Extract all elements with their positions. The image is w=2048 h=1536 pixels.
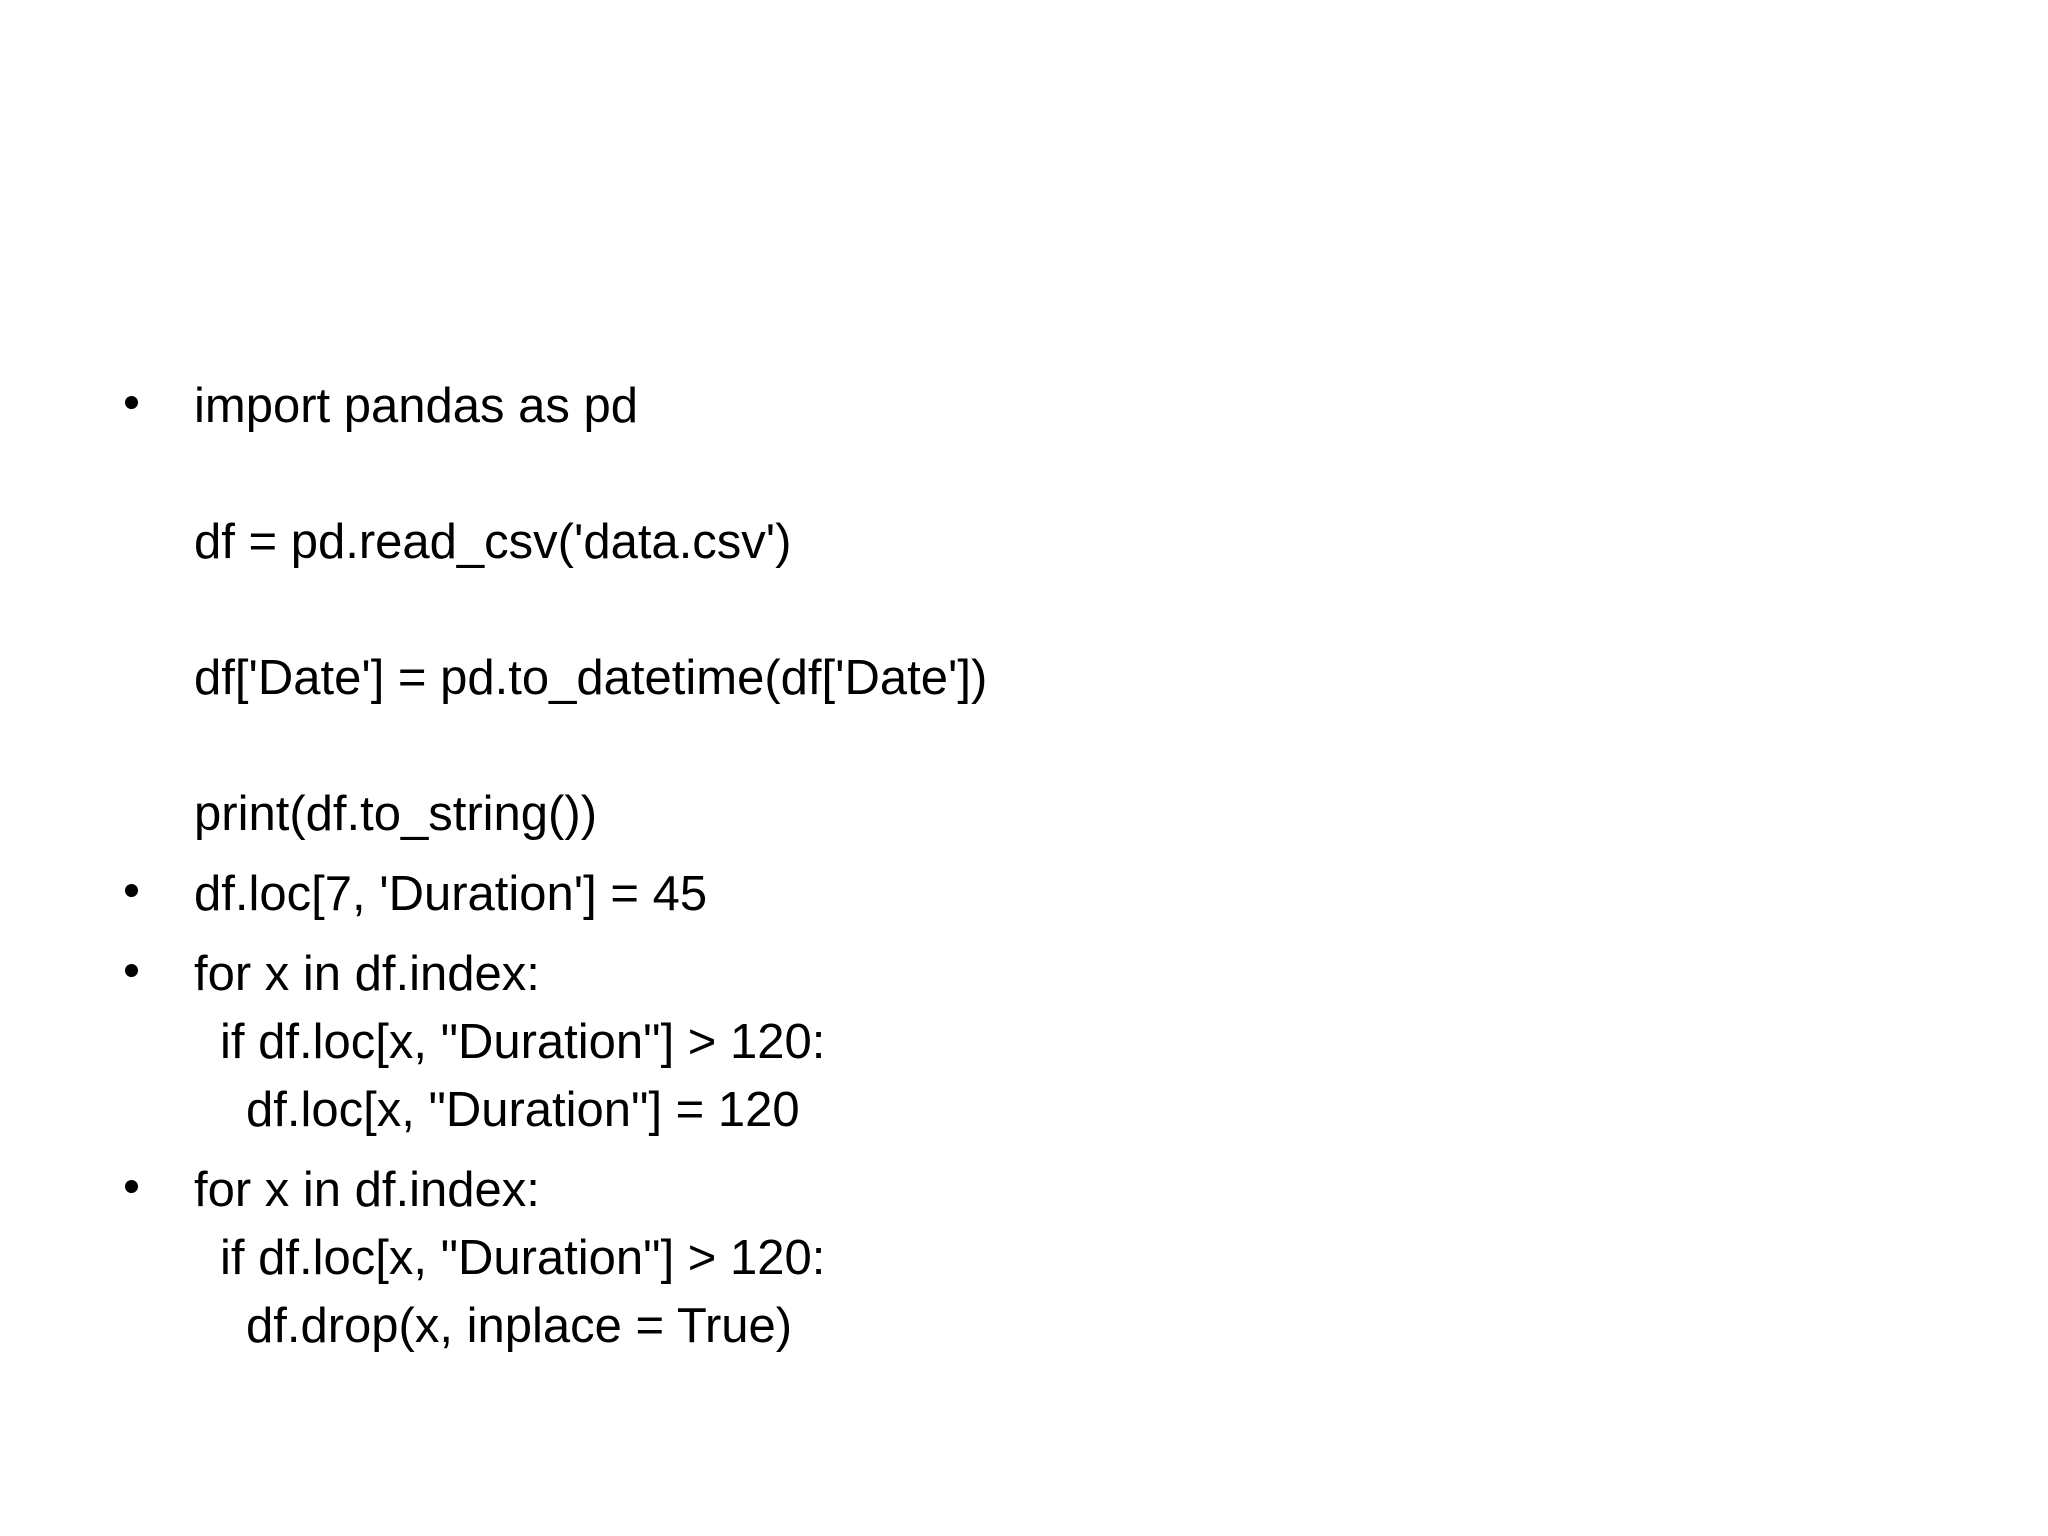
code-line-drop: df.drop(x, inplace = True) bbox=[246, 1299, 793, 1353]
bullet-item-cap-duration bbox=[118, 940, 1918, 1144]
code-line-to-datetime: df['Date'] = pd.to_datetime(df['Date']) bbox=[194, 651, 988, 705]
bullet-item-set-duration bbox=[118, 860, 1918, 928]
blank-line bbox=[194, 440, 1918, 508]
blank-line bbox=[194, 576, 1918, 644]
code-line-for-loop: for x in df.index: bbox=[194, 1163, 540, 1217]
bullet-item-drop-rows bbox=[118, 1156, 1918, 1360]
code-line-import: import pandas as pd bbox=[194, 379, 638, 433]
code-line-if-condition: if df.loc[x, "Duration"] > 120: bbox=[220, 1231, 826, 1285]
code-line-print: print(df.to_string()) bbox=[194, 787, 598, 841]
bullet-dot-icon bbox=[125, 396, 138, 409]
code-line-if-condition: if df.loc[x, "Duration"] > 120: bbox=[220, 1015, 826, 1069]
code-line-for-loop: for x in df.index: bbox=[194, 947, 540, 1001]
code-line-loc-cap: df.loc[x, "Duration"] = 120 bbox=[246, 1083, 800, 1137]
blank-line bbox=[194, 712, 1918, 780]
bullet-dot-icon bbox=[125, 964, 138, 977]
code-line-read-csv: df = pd.read_csv('data.csv') bbox=[194, 515, 792, 569]
bullet-dot-icon bbox=[125, 884, 138, 897]
code-line-loc-assign: df.loc[7, 'Duration'] = 45 bbox=[194, 867, 708, 921]
bullet-dot-icon bbox=[125, 1180, 138, 1193]
bullet-list bbox=[118, 372, 1918, 1372]
bullet-item-read-csv bbox=[118, 372, 1918, 848]
